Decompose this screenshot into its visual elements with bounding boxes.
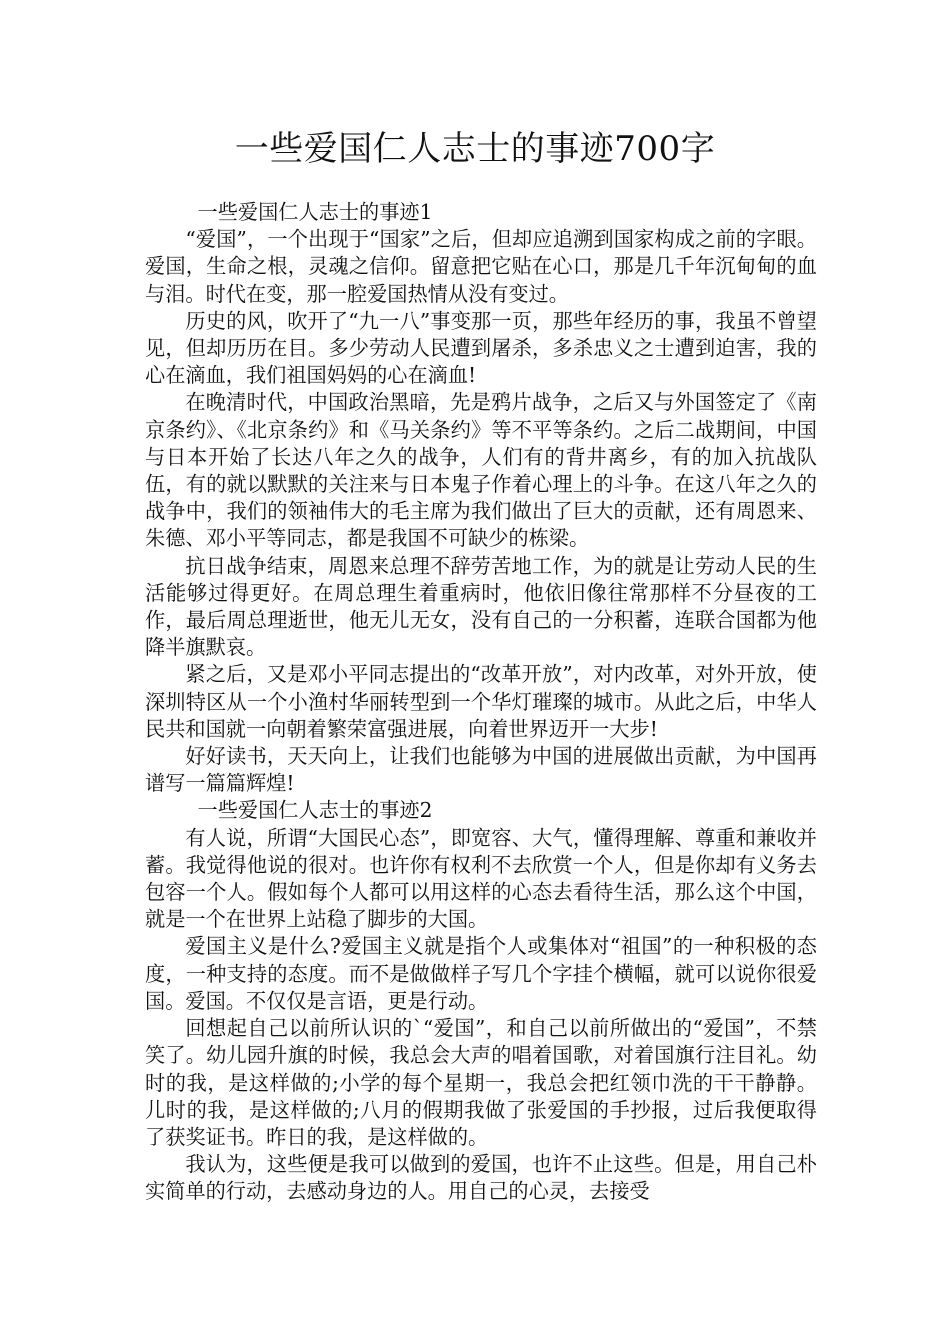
paragraph-3: 在晚清时代，中国政治黑暗，先是鸦片战争，之后又与外国签定了《南京条约》、《北京条约》和《马关条约》等不平等条约。之后二战期间，中国与日本开始了长达八年之久的战争，人们有的背井离乡，有的加入抗战队伍，有的就以默默的关注来与日本鬼子作着心理上的斗争。在这八年之久的战争中，我们的领袖伟大的毛主席为我们做出了巨大的贡献，还有周恩来、朱德、邓小平等同志，都是我国不可缺少的栋梁。 (145, 390, 817, 551)
paragraph-6: 好好读书，天天向上，让我们也能够为中国的进展做出贡献，为中国再谱写一篇篇辉煌! (145, 744, 817, 796)
paragraph-8: 爱国主义是什么?爱国主义就是指个人或集体对“祖国”的一种积极的态度，一种支持的态度。而不是做做样子写几个字挂个横幅，就可以说你很爱国。爱国。不仅仅是言语，更是行动。 (145, 934, 817, 1013)
paragraph-4: 抗日战争结束，周恩来总理不辞劳苦地工作，为的就是让劳动人民的生活能够过得更好。在周总理生着重病时，他依旧像往常那样不分昼夜的工作，最后周总理逝世，他无儿无女，没有自己的一分积蓄，连联合国都为他降半旗默哀。 (145, 553, 817, 660)
paragraph-5: 紧之后，又是邓小平同志提出的“改革开放”，对内改革，对外开放，使深圳特区从一个小渔村华丽转型到一个华灯璀璨的城市。从此之后，中华人民共和国就一向朝着繁荣富强进展，向着世界迈开一大步! (145, 662, 817, 741)
section-heading-1: 一些爱国仁人志士的事迹1 (197, 200, 433, 224)
paragraph-7: 有人说，所谓“大国民心态”，即宽容、大气，懂得理解、尊重和兼收并蓄。我觉得他说的很对。也许你有权利不去欣赏一个人，但是你却有义务去包容一个人。假如每个人都可以用这样的心态去看待生活，那么这个中国，就是一个在世界上站稳了脚步的大国。 (145, 825, 817, 932)
document-body (145, 199, 817, 1206)
paragraph-9: 回想起自己以前所认识的`“爱国”，和自己以前所做出的“爱国”，不禁笑了。幼儿园升旗的时候，我总会大声的唱着国歌，对着国旗行注目礼。幼时的我，是这样做的;小学的每个星期一，我总会把红领巾洗的干干静静。儿时的我，是这样做的;八月的假期我做了张爱国的手抄报，过后我便取得了获奖证书。昨日的我，是这样做的。 (145, 1016, 817, 1149)
page-title: 一些爱国仁人志士的事迹700字 (234, 129, 716, 169)
paragraph-2: 历史的风，吹开了“九一八”事变那一页，那些年经历的事，我虽不曾望见，但却历历在目。多少劳动人民遭到屠杀，多杀忠义之士遭到迫害，我的心在滴血，我们祖国妈妈的心在滴血! (145, 308, 817, 388)
section-heading-2: 一些爱国仁人志士的事迹2 (197, 798, 433, 823)
paragraph-10: 我认为，这些便是我可以做到的爱国，也许不止这些。但是，用自己朴实简单的行动，去感动身边的人。用自己的心灵，去接受 (145, 1152, 817, 1204)
paragraph-1: “爱国”，一个出现于“国家”之后，但却应追溯到国家构成之前的字眼。爱国，生命之根，灵魂之信仰。留意把它贴在心口，那是几千年沉甸甸的血与泪。时代在变，那一腔爱国热情从没有变过。 (145, 227, 817, 306)
